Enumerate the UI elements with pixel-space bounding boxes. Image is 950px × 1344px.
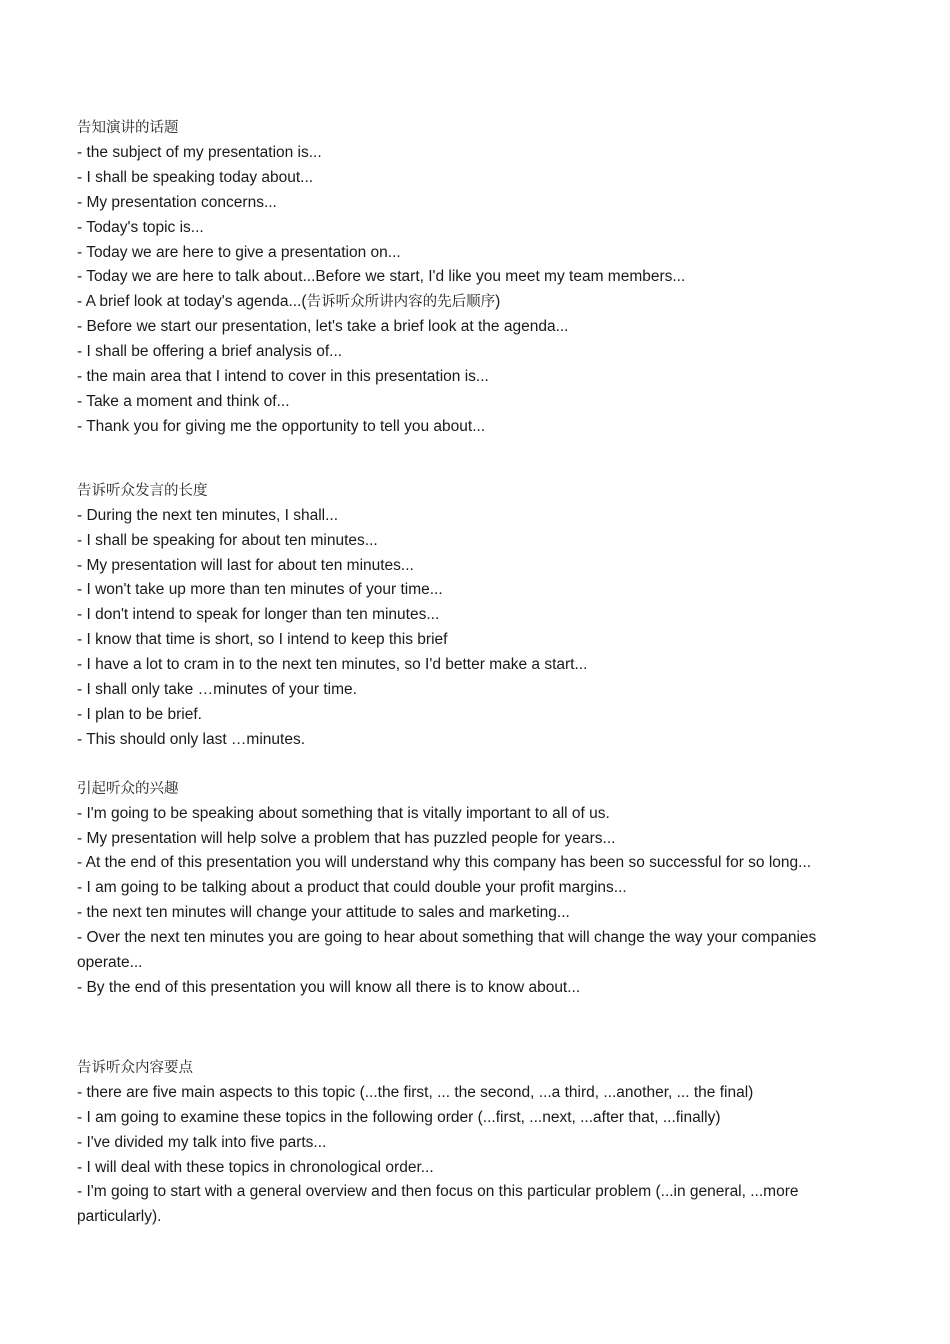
phrase-line: - I will deal with these topics in chronological order... bbox=[77, 1158, 434, 1176]
phrase-line: - I am going to be talking about a product that could double your profit margins... bbox=[77, 879, 627, 897]
phrase-line: - I shall be offering a brief analysis of... bbox=[77, 343, 343, 361]
phrase-line: - Over the next ten minutes you are going to hear about something that will change the way your companies operate... bbox=[77, 929, 817, 972]
phrase-line: - I won't take up more than ten minutes of your time... bbox=[77, 581, 443, 599]
phrase-line: - My presentation concerns... bbox=[77, 193, 277, 211]
phrase-line: - By the end of this presentation you will know all there is to know about... bbox=[77, 979, 581, 996]
section-heading: 引起听众的兴趣 bbox=[77, 780, 179, 797]
phrase-line: - I'm going to be speaking about something that is vitally important to all of us. bbox=[77, 804, 610, 822]
phrase-note: 告诉听众所讲内容的先后顺序 bbox=[306, 294, 496, 311]
phrase-line: - Take a moment and think of... bbox=[77, 392, 290, 410]
section-heading: 告知演讲的话题 bbox=[77, 120, 179, 136]
phrase-line: - Today's topic is... bbox=[77, 218, 204, 236]
phrase-line: - the subject of my presentation is... bbox=[77, 143, 322, 161]
phrase-line: - I don't intend to speak for longer than ten minutes... bbox=[77, 606, 440, 624]
section-announce-topic bbox=[77, 116, 877, 440]
phrase-line: - I am going to examine these topics in the following order (...first, ...next, ...after that, ...finally) bbox=[77, 1108, 721, 1126]
section-heading: 告诉听众内容要点 bbox=[77, 1059, 193, 1076]
phrase-line: - I know that time is short, so I intend to keep this brief bbox=[77, 631, 448, 649]
phrase-line: - I have a lot to cram in to the next ten minutes, so I'd better make a start... bbox=[77, 656, 588, 674]
phrase-line-agenda bbox=[77, 290, 877, 315]
phrase-line: - Before we start our presentation, let's take a brief look at the agenda... bbox=[77, 318, 569, 336]
phrase-line: - Today we are here to give a presentation on... bbox=[77, 243, 401, 261]
phrase-line: - My presentation will last for about ten minutes... bbox=[77, 556, 414, 574]
phrase-line: - This should only last …minutes. bbox=[77, 730, 306, 748]
phrase-line: - there are five main aspects to this topic (...the first, ... the second, ...a third, ...another, ... the final) bbox=[77, 1083, 754, 1101]
phrase-line: - Thank you for giving me the opportunity to tell you about... bbox=[77, 417, 486, 435]
phrase-text-close: ) bbox=[495, 293, 501, 311]
phrase-line: - I've divided my talk into five parts... bbox=[77, 1133, 327, 1151]
phrase-line: - the next ten minutes will change your attitude to sales and marketing... bbox=[77, 904, 570, 922]
section-heading: 告诉听众发言的长度 bbox=[77, 482, 208, 499]
phrase-line: - My presentation will help solve a problem that has puzzled people for years... bbox=[77, 829, 616, 847]
section-key-points bbox=[77, 1056, 877, 1230]
section-announce-length bbox=[77, 479, 877, 753]
phrase-line: - I shall be speaking today about... bbox=[77, 168, 314, 186]
document-page bbox=[77, 116, 877, 1230]
phrase-line: - During the next ten minutes, I shall... bbox=[77, 506, 339, 524]
section-spacer bbox=[77, 753, 877, 777]
phrase-line: - I'm going to start with a general overview and then focus on this particular problem (...in general, ...more particularly). bbox=[77, 1183, 799, 1226]
phrase-line: - At the end of this presentation you will understand why this company has been so successful for so long... bbox=[77, 854, 812, 872]
phrase-line: - I shall only take …minutes of your time. bbox=[77, 681, 357, 699]
section-spacer bbox=[77, 440, 877, 479]
phrase-line: - I plan to be brief. bbox=[77, 705, 202, 723]
section-spacer bbox=[77, 1001, 877, 1056]
phrase-line: - the main area that I intend to cover in this presentation is... bbox=[77, 368, 489, 386]
phrase-line: - I shall be speaking for about ten minutes... bbox=[77, 531, 378, 549]
phrase-text: - A brief look at today's agenda...( bbox=[77, 293, 307, 311]
section-raise-interest bbox=[77, 777, 877, 1001]
phrase-line: - Today we are here to talk about...Before we start, I'd like you meet my team members... bbox=[77, 268, 686, 286]
